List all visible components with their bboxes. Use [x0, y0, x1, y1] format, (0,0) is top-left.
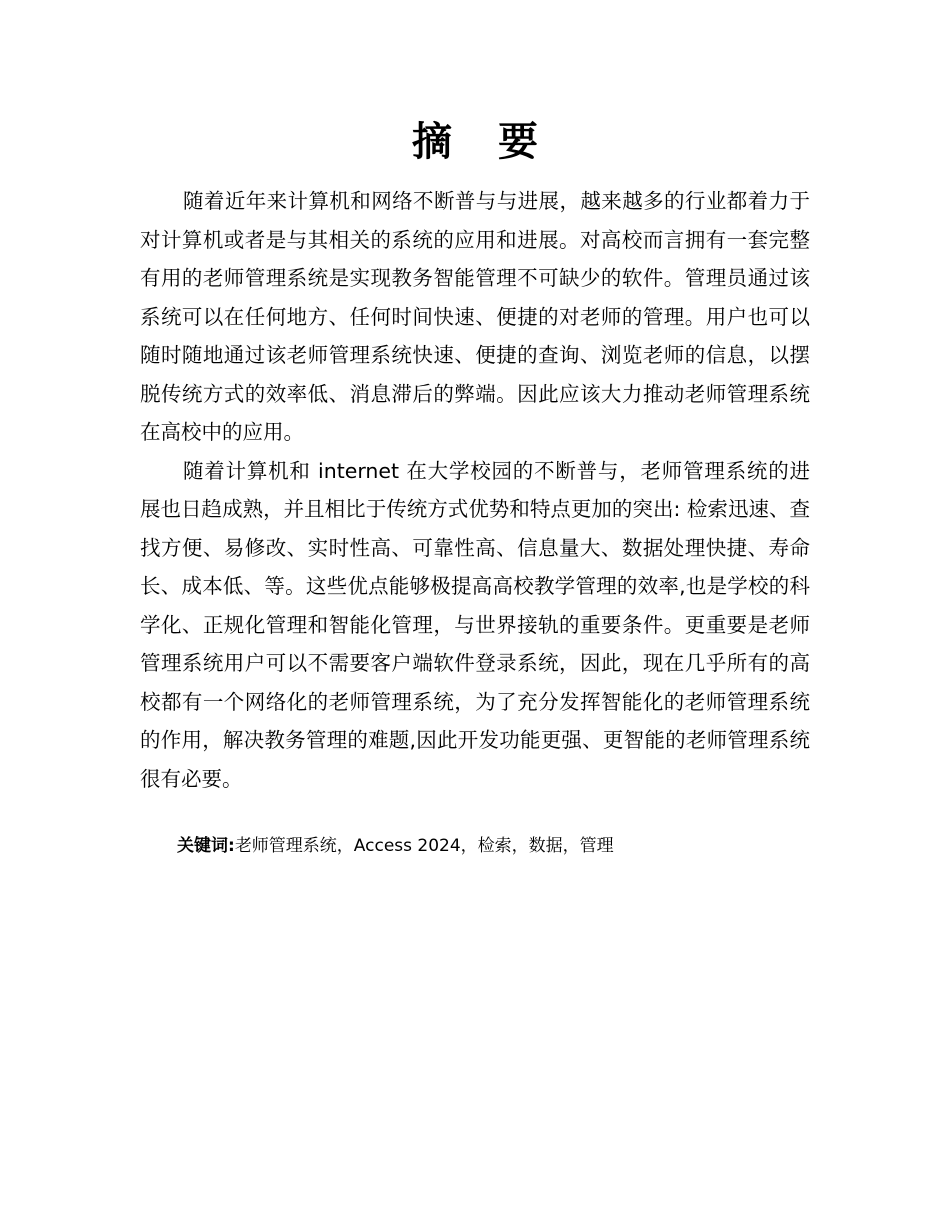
abstract-title: 摘 要	[412, 119, 554, 165]
keywords-list: 老师管理系统，Access 2024，检索，数据，管理	[234, 836, 614, 856]
abstract-paragraph-1: 随着近年来计算机和网络不断普与与进展，越来越多的行业都着力于对计算机或者是与其相关的系统的应用和进展。对高校而言拥有一套完整有用的老师管理系统是实现教务智能管理不可缺少的软件。管理员通过该系统可以在任何地方、任何时间快速、便捷的对老师的管理。用户也可以随时随地通过该老师管理系统快速、便捷的查询、浏览老师的信息，以摆脱传统方式的效率低、消息滞后的弊端。因此应该大力推动老师管理系统在高校中的应用。	[140, 189, 810, 444]
keywords-label: 关键词:	[177, 836, 235, 856]
keywords-line	[177, 832, 614, 860]
abstract-body	[140, 182, 810, 798]
abstract-paragraph-2: 随着计算机和 internet 在大学校园的不断普与，老师管理系统的进展也日趋成熟，并且相比于传统方式优势和特点更加的突出: 检索迅速、查找方便、易修改、实时性高、可靠性高、信息量大、数据处理快捷、寿命长、成本低、等。这些优点能够极提高高校教学管理的效率,也是学校的科学化、正规化管理和智能化管理，与世界接轨的重要条件。更重要是老师管理系统用户可以不需要客户端软件登录系统，因此，现在几乎所有的高校都有一个网络化的老师管理系统，为了充分发挥智能化的老师管理系统的作用，解决教务管理的难题,因此开发功能更强、更智能的老师管理系统很有必要。	[140, 458, 810, 791]
